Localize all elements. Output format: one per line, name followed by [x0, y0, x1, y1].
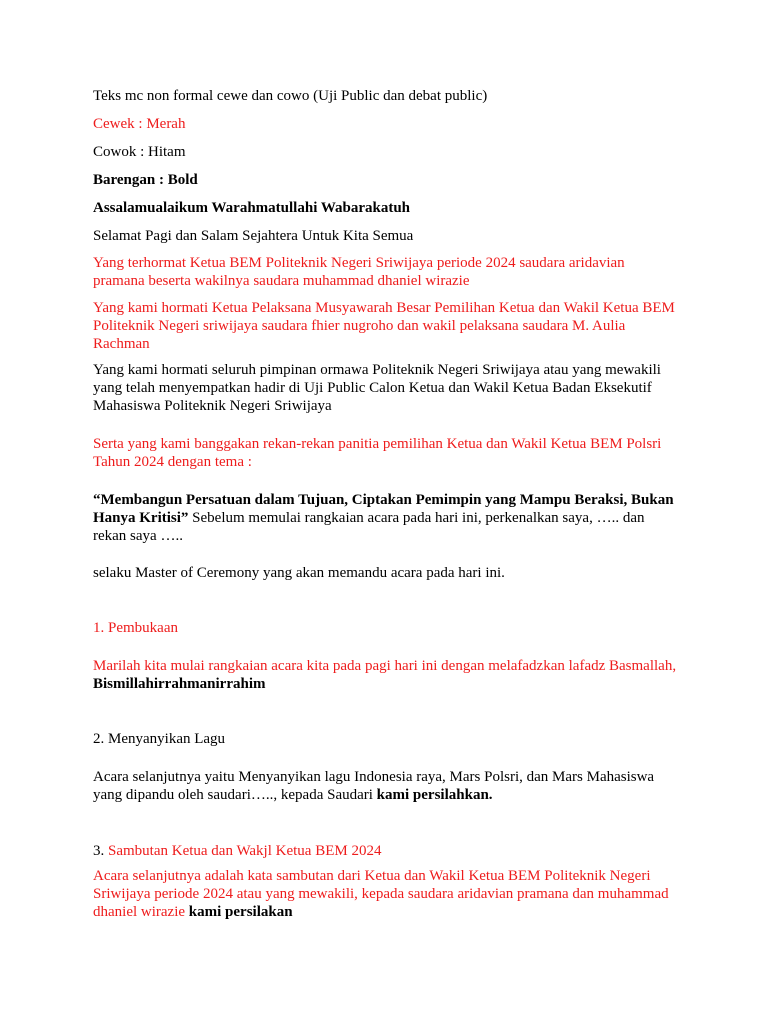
tema-rest: Sebelum memulai rangkaian acara pada hari ini, perkenalkan saya, ….. dan rekan saya ….. — [93, 510, 645, 544]
legend-cewek: Cewek : Merah — [93, 116, 186, 132]
section3-heading-number: 3. — [93, 843, 108, 859]
section3-heading — [93, 842, 678, 860]
paragraph-ketua-bem: Yang terhormat Ketua BEM Politeknik Negeri Sriwijaya periode 2024 saudara aridavian pramana beserta wakilnya saudara muhammad dhaniel wirazie — [93, 255, 625, 289]
section2-body-bold: kami persilahkan. — [376, 787, 493, 803]
section3-body — [93, 867, 678, 921]
section1-heading: 1. Pembukaan — [93, 620, 178, 636]
section1-body — [93, 657, 678, 693]
selamat-pagi: Selamat Pagi dan Salam Sejahtera Untuk Kita Semua — [93, 228, 414, 244]
legend-barengan: Barengan : Bold — [93, 172, 198, 188]
section1-body-bold: Bismillahirrahmanirrahim — [93, 676, 266, 692]
section3-body-text: Acara selanjutnya adalah kata sambutan dari Ketua dan Wakil Ketua BEM Politeknik Negeri Sriwijaya periode 2024 atau yang mewakili, kepada saudara aridavian pramana dan muhammad dhaniel wirazie — [93, 868, 669, 920]
section2-heading: 2. Menyanyikan Lagu — [93, 731, 226, 747]
tema-bold: “Membangun Persatuan dalam Tujuan, Ciptakan Pemimpin yang Mampu Beraksi, Bukan Hanya Kritisi” — [93, 492, 674, 526]
legend-cowok: Cowok : Hitam — [93, 144, 186, 160]
section3-body-bold: kami persilakan — [188, 904, 293, 920]
section3-heading-text: Sambutan Ketua dan Wakjl Ketua BEM 2024 — [108, 843, 382, 859]
section2-body — [93, 768, 678, 804]
paragraph-panitia: Serta yang kami banggakan rekan-rekan panitia pemilihan Ketua dan Wakil Ketua BEM Polsri Tahun 2024 dengan tema : — [93, 436, 662, 470]
salam-opening: Assalamualaikum Warahmatullahi Wabarakatuh — [93, 200, 411, 216]
paragraph-selaku-mc: selaku Master of Ceremony yang akan memandu acara pada hari ini. — [93, 565, 505, 581]
paragraph-ormawa: Yang kami hormati seluruh pimpinan ormawa Politeknik Negeri Sriwijaya atau yang mewakili yang telah menyempatkan hadir di Uji Public Calon Ketua dan Wakil Ketua Badan Eksekutif Mahasiswa Politeknik Negeri Sriwijaya — [93, 362, 661, 414]
section2-body-text: Acara selanjutnya yaitu Menyanyikan lagu Indonesia raya, Mars Polsri, dan Mars Mahasiswa yang dipandu oleh saudari….., kepada Saudari — [93, 769, 655, 803]
paragraph-tema — [93, 491, 678, 545]
section1-body-text: Marilah kita mulai rangkaian acara kita pada pagi hari ini dengan melafadzkan lafadz Basmallah, — [93, 658, 677, 674]
paragraph-ketua-pelaksana: Yang kami hormati Ketua Pelaksana Musyawarah Besar Pemilihan Ketua dan Wakil Ketua BEM Politeknik Negeri sriwijaya saudara fhier nugroho dan wakil pelaksana saudara M. Aulia Rachman — [93, 300, 675, 352]
document-title: Teks mc non formal cewe dan cowo (Uji Public dan debat public) — [93, 88, 488, 104]
